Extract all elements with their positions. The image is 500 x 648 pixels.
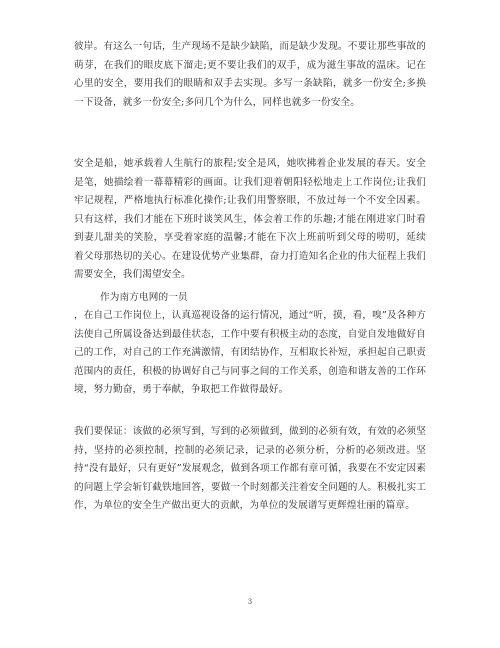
paragraph-2: 安全是船，她承载着人生航行的旅程;安全是风，她吹拂着企业发展的春天。安全是笔，她描绘着一幕幕精彩的画面。让我们迎着朝阳轻松地走上工作岗位;让我们牢记规程，严格地执行标准化操作;让我们用警察眼，不放过每一个不安全因素。只有这样，我们才能在下班时谈笑风生，体会着工作的乐趣;才能在刚进家门时看到妻儿甜美的笑脸，享受着家庭的温馨;才能在下次上班前听到父母的唠叨，延续着父母那热切的关心。在建设优势产业集群，奋力打造知名企业的伟大征程上我们需要安全，我们渴望安全。: [74, 158, 426, 280]
paragraph-1: 彼岸。有这么一句话，生产现场不是缺少缺陷，而是缺少发现。不要让那些事故的萌芽，在我们的眼皮底下溜走;更不要让我们的双手，成为滋生事故的温床。记在心里的安全，要用我们的眼睛和双手去实现。多写一条缺陷，就多一份安全;多换一下设备，就多一份安全;多问几个为什么，同样也就多一份安全。: [74, 41, 426, 108]
paragraph-5: 我们要保证：该做的必须写到，写到的必须做到，做到的必须有效，有效的必须坚持，坚持的必须控制，控制的必须记录，记录的必须分析，分析的必须改进。坚持“没有最好，只有更好”发展观念，做到各项工作都有章可循，我要在不安定因素的问题上学会斩钉截铁地回答，要做一个时刻都关注着安全问题的人。积极扎实工作，为单位的安全生产做出更大的贡献，为单位的发展谱写更辉煌壮丽的篇章。: [74, 426, 426, 511]
page-number: 3: [247, 598, 253, 606]
paragraph-4: ，在自己工作岗位上，认真巡视设备的运行情况，通过“听，摸，看，嗅”及各种方法使自己所属设备达到最佳状态，工作中要有积极主动的态度，自觉自发地做好自己的工作，对自己的工作充满激情，有团结协作，互相取长补短，承担起自己职责范围内的责任，积极的协调好自己与同事之间的工作关系，创造和谐友善的工作环境，努力勤奋，勇于奉献，争取把工作做得最好。: [74, 310, 426, 395]
paragraph-3-heading: 作为南方电网的一员: [100, 292, 188, 303]
